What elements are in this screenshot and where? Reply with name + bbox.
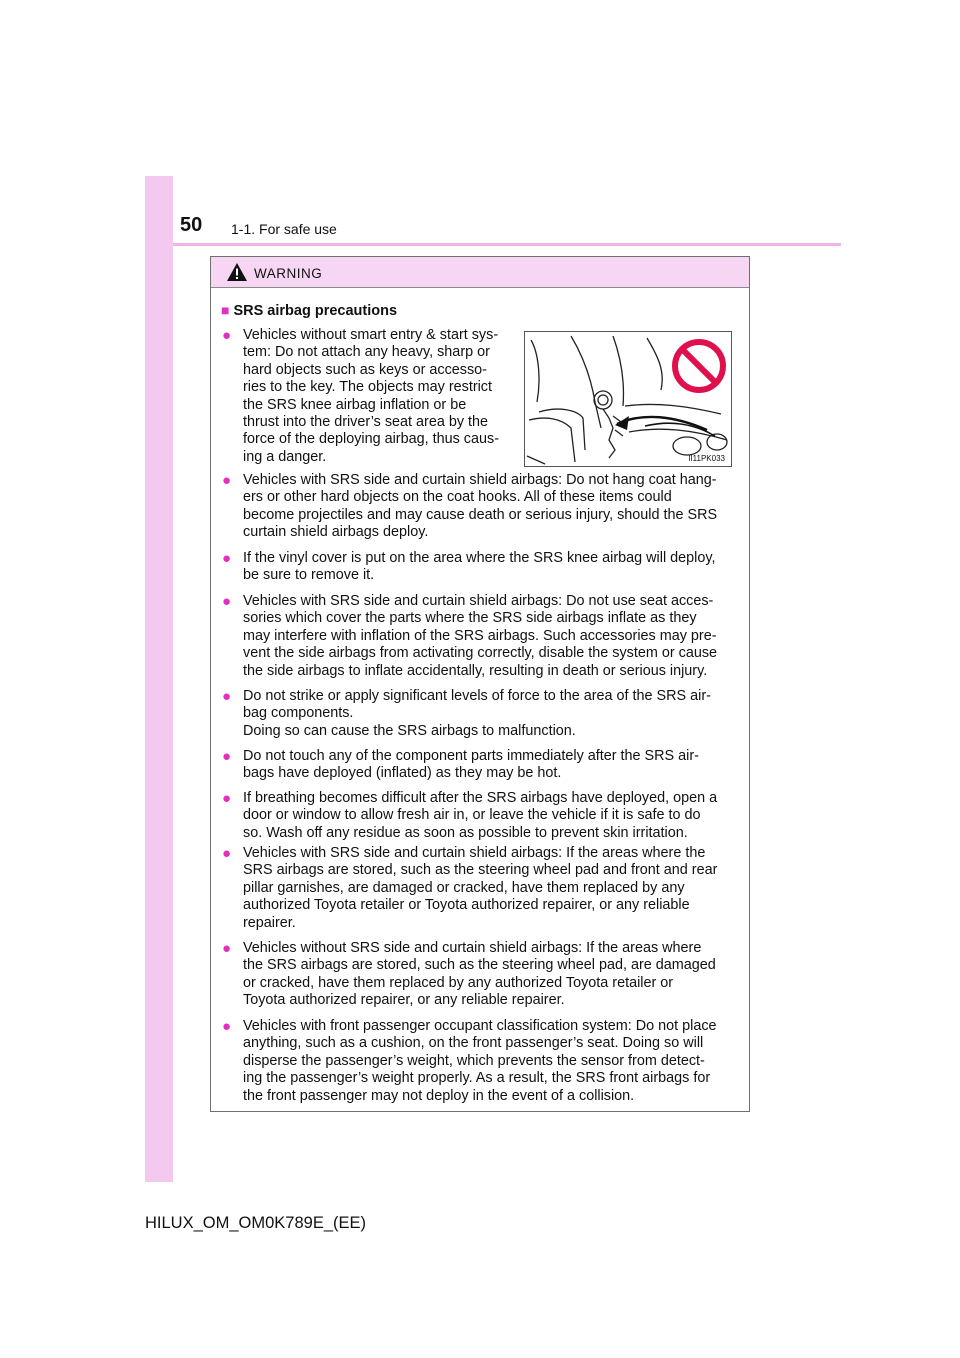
list-item (222, 845, 742, 932)
square-bullet-icon: ■ (221, 302, 230, 318)
bullet-dot-icon: ● (222, 550, 232, 567)
figure-code: II11PK033 (688, 454, 725, 463)
bullet-dot-icon: ● (222, 593, 232, 610)
list-item (222, 940, 742, 1010)
list-item (222, 327, 511, 466)
bullet-dot-icon: ● (222, 1018, 232, 1035)
list-item (222, 688, 742, 740)
list-item-text: Vehicles with front passenger occupant classification system: Do not place anything, such as a cushion, on the front passenger’s seat. Doing so will disperse the passenger’s weight, which prevents the sensor from detect- ing the passenger’s weight properly. As a result, the SRS front airbags for the front passenger may not deploy in the event of a collision. (243, 1018, 717, 1104)
bullet-dot-icon: ● (222, 472, 232, 489)
side-band (145, 176, 173, 1182)
list-item-text: Do not strike or apply significant levels of force to the area of the SRS air- bag components. Doing so can cause the SRS airbags to malfunction. (243, 688, 711, 739)
bullet-dot-icon: ● (222, 940, 232, 957)
list-item-text: If breathing becomes difficult after the SRS airbags have deployed, open a door or window to allow fresh air in, or leave the vehicle if it is safe to do so. Wash off any residue as soon as possible to prevent skin irritation. (243, 790, 718, 841)
list-item (222, 472, 742, 542)
list-item (222, 1018, 742, 1105)
warning-title: WARNING (254, 266, 323, 281)
subheading-text: SRS airbag precautions (233, 303, 398, 319)
bullet-dot-icon: ● (222, 790, 232, 807)
list-item-text: Vehicles without SRS side and curtain shield airbags: If the areas where the SRS airbags are stored, such as the steering wheel pad, are damaged or cracked, have them replaced by any authorized Toyota retailer or Toyota authorized repairer, or any reliable repairer. (243, 940, 716, 1009)
bullet-dot-icon: ● (222, 327, 232, 344)
knee-airbag-illustration (524, 331, 732, 467)
bullet-dot-icon: ● (222, 688, 232, 705)
list-item-text: Do not touch any of the component parts immediately after the SRS air- bags have deployed (inflated) as they may be hot. (243, 748, 699, 782)
document-code: HILUX_OM_OM0K789E_(EE) (145, 1214, 367, 1232)
list-item-text: Vehicles with SRS side and curtain shield airbags: Do not hang coat hang- ers or other hard objects on the coat hooks. All of these items could become projectiles and may cause death or serious injury, should the SRS curtain shield airbags deploy. (243, 472, 718, 541)
bullet-dot-icon: ● (222, 748, 232, 765)
warning-box (210, 256, 750, 1112)
list-item-text: Vehicles with SRS side and curtain shield airbags: Do not use seat acces- sories which cover the parts where the SRS side airbags inflate as they may interfere with inflation of the SRS airbags. Such accessories may pre- vent the side airbags from activating correctly, disable the system or cause the side airbags to inflate accidentally, resulting in death or serious injury. (243, 593, 718, 679)
list-item (222, 550, 742, 585)
warning-triangle-icon (226, 262, 248, 282)
list-item (222, 748, 742, 783)
subheading (221, 302, 397, 319)
list-item (222, 790, 742, 842)
header-rule (173, 243, 841, 246)
page-number: 50 (180, 214, 203, 236)
prohibition-icon (675, 342, 723, 390)
bullet-dot-icon: ● (222, 845, 232, 862)
list-item-text: Vehicles with SRS side and curtain shield airbags: If the areas where the SRS airbags are stored, such as the steering wheel pad and front and rear pillar garnishes, are damaged or cracked, have them replaced by any authorized Toyota retailer or Toyota authorized repairer, or any reliable repairer. (243, 845, 718, 931)
warning-header (211, 257, 749, 288)
section-title: 1-1. For safe use (231, 221, 337, 237)
list-item-text: If the vinyl cover is put on the area where the SRS knee airbag will deploy, be sure to remove it. (243, 550, 716, 584)
list-item (222, 593, 742, 680)
list-item-text: Vehicles without smart entry & start sys- tem: Do not attach any heavy, sharp or hard objects such as keys or accesso- ries to the key. The objects may restrict the SRS knee airbag inflation or be thrust into the driver’s seat area by the force of the deploying airbag, thus caus- ing a danger. (243, 327, 499, 465)
knee-airbag-drawing (525, 332, 732, 467)
